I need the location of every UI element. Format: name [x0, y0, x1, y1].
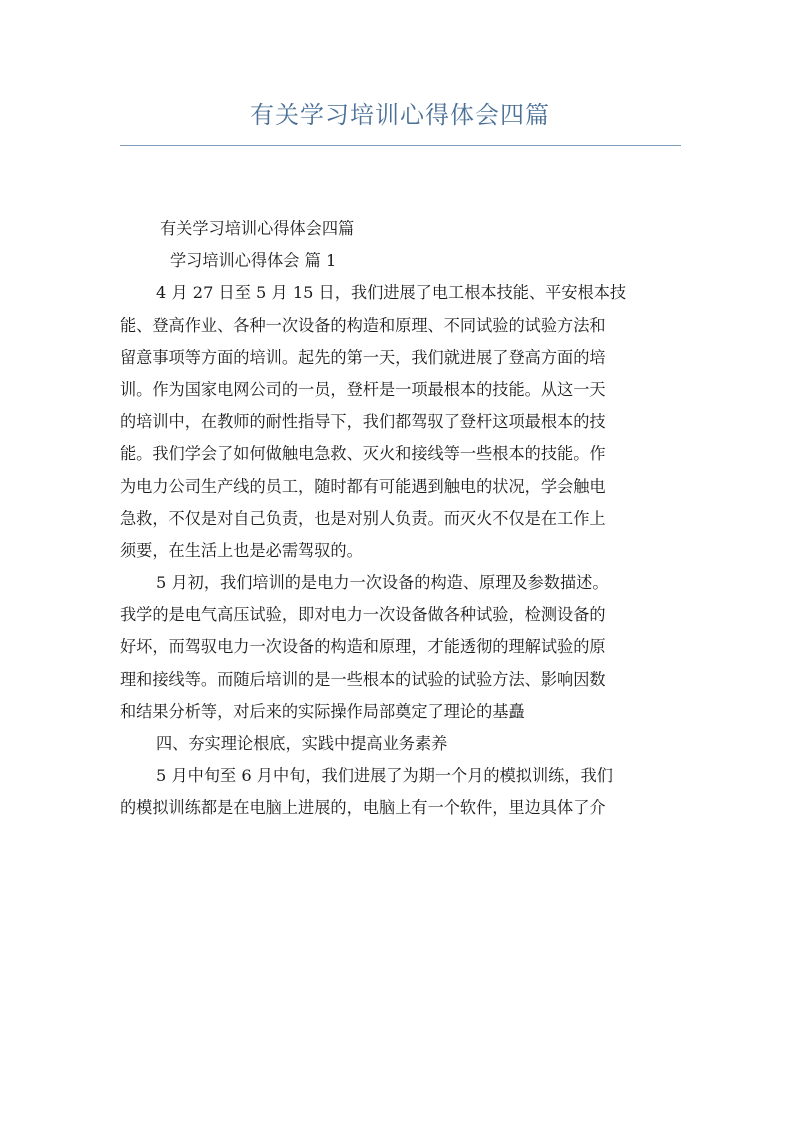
body-heading: 有关学习培训心得体会四篇	[160, 219, 355, 238]
paragraph-3-line: 5 月中旬至 6 月中旬，我们进展了为期一个月的模拟训练，我们	[156, 766, 613, 786]
paragraph-1-line: 急救，不仅是对自己负责，也是对别人负责。而灭火不仅是在工作上	[120, 508, 606, 528]
paragraph-3-line: 的模拟训练都是在电脑上进展的，电脑上有一个软件，里边具体了介	[120, 798, 606, 818]
paragraph-2-line: 好坏，而驾驭电力一次设备的构造和原理，才能透彻的理解试验的原	[120, 637, 606, 657]
paragraph-1-line: 须要，在生活上也是必需驾驭的。	[120, 540, 363, 560]
paragraph-1-line: 能。我们学会了如何做触电急救、灭火和接线等一些根本的技能。作	[120, 444, 606, 464]
paragraph-1-line: 能、登高作业、各种一次设备的构造和原理、不同试验的试验方法和	[120, 315, 606, 335]
paragraph-2-line: 和结果分析等，对后来的实际操作局部奠定了理论的基矗	[120, 701, 525, 721]
paragraph-2-line: 我学的是电气高压试验，即对电力一次设备做各种试验，检测设备的	[120, 605, 606, 625]
paragraph-2-line: 5 月初，我们培训的是电力一次设备的构造、原理及参数描述。	[156, 573, 609, 593]
body-subheading: 学习培训心得体会 篇 1	[170, 251, 337, 271]
paragraph-2-line: 理和接线等。而随后培训的是一些根本的试验的试验方法、影响因数	[120, 669, 606, 689]
paragraph-1-line: 4 月 27 日至 5 月 15 日，我们进展了电工根本技能、平安根本技	[156, 283, 627, 303]
paragraph-1-line: 留意事项等方面的培训。起先的第一天，我们就进展了登高方面的培	[120, 347, 606, 367]
document-title: 有关学习培训心得体会四篇	[250, 101, 550, 129]
paragraph-1-line: 为电力公司生产线的员工，随时都有可能遇到触电的状况，学会触电	[120, 476, 606, 496]
section-heading: 四、夯实理论根底，实践中提高业务素养	[156, 734, 448, 753]
title-underline	[120, 145, 681, 146]
document-body	[120, 213, 684, 825]
paragraph-1-line: 训。作为国家电网公司的一员，登杆是一项最根本的技能。从这一天	[120, 379, 606, 399]
paragraph-1-line: 的培训中，在教师的耐性指导下，我们都驾驭了登杆这项最根本的技	[120, 412, 606, 432]
